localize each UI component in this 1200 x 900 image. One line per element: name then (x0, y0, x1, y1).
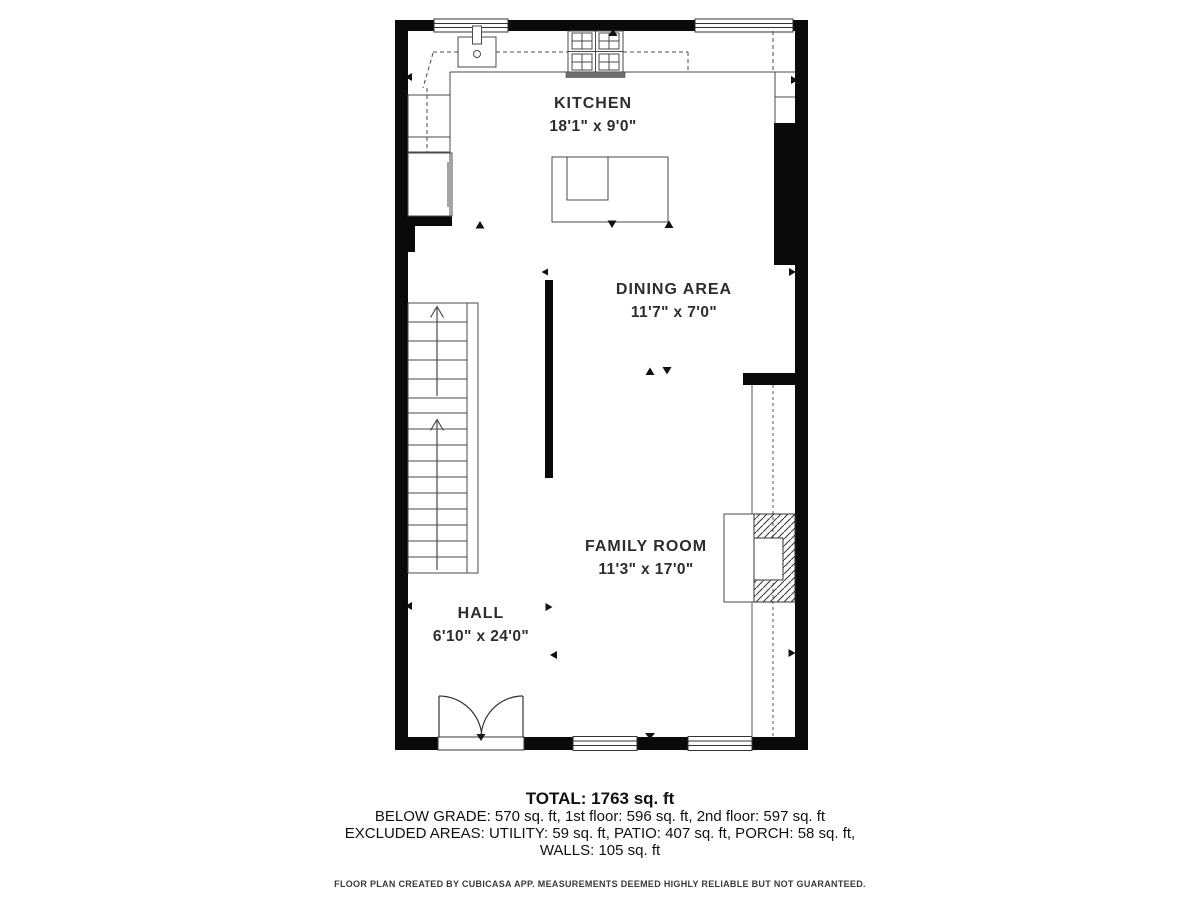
direction-marker (546, 603, 553, 611)
wall-top-mid (508, 20, 695, 31)
disclaimer-text: FLOOR PLAN CREATED BY CUBICASA APP. MEASUREMENTS DEEMED HIGHLY RELIABLE BUT NOT GUARANTEED. (334, 879, 866, 889)
room-label-dining-area (616, 278, 732, 324)
stair-stringer (467, 303, 478, 573)
total-area: TOTAL: 1763 sq. ft (525, 789, 675, 808)
room-label-hall (433, 602, 529, 648)
wall-right-stub (743, 373, 808, 385)
fireplace (724, 514, 795, 602)
area-summary (0, 789, 1200, 859)
window-bottom-center (573, 737, 637, 751)
wall-center-partial (545, 280, 553, 478)
stair-up-arrow (431, 420, 444, 571)
wall-left-stub (395, 216, 452, 226)
direction-marker (789, 649, 796, 657)
wall-right-block (774, 123, 808, 265)
room-dimensions: 18'1" x 9'0" (549, 118, 637, 135)
direction-marker (476, 221, 485, 229)
direction-marker (550, 651, 557, 659)
wall-bottom-3 (637, 737, 688, 750)
direction-marker (646, 368, 655, 376)
wall-bottom-2 (524, 737, 573, 750)
window-top-left (434, 19, 508, 32)
room-label-family-room (585, 535, 707, 581)
wall-bottom-4 (752, 737, 808, 750)
window-bottom-right (688, 737, 752, 751)
window-top-right (695, 19, 793, 32)
excluded-areas: EXCLUDED AREAS: UTILITY: 59 sq. ft, PATIO: 407 sq. ft, PORCH: 58 sq. ft, (344, 825, 856, 842)
stove (566, 31, 625, 78)
wall-left (395, 20, 408, 750)
wall-bottom-1 (395, 737, 438, 750)
room-name: HALL (457, 605, 505, 622)
floor-areas: BELOW GRADE: 570 sq. ft, 1st floor: 596 sq. ft, 2nd floor: 597 sq. ft (374, 808, 826, 825)
sink-faucet (473, 26, 482, 44)
room-dimensions: 11'7" x 7'0" (630, 304, 718, 321)
direction-marker (542, 269, 549, 276)
room-dimensions: 11'3" x 17'0" (598, 561, 694, 578)
double-door (438, 696, 524, 750)
wall-left-thick (395, 226, 415, 252)
room-dimensions: 6'10" x 24'0" (432, 628, 530, 645)
room-name: FAMILY ROOM (584, 538, 708, 555)
stair-up-arrow (431, 307, 444, 397)
kitchen-island (552, 157, 668, 222)
direction-marker (608, 221, 617, 229)
direction-marker (789, 268, 796, 276)
room-label-kitchen (549, 92, 636, 138)
fireplace-hearth (724, 514, 754, 602)
direction-marker (663, 367, 672, 375)
room-name: KITCHEN (553, 95, 633, 112)
staircase (408, 303, 478, 573)
room-name: DINING AREA (615, 281, 733, 298)
stove-front (566, 72, 625, 78)
door-swing-left (439, 696, 482, 739)
wall-right-lower (795, 265, 808, 750)
door-swing-right (481, 696, 523, 738)
fireplace-firebox (754, 538, 783, 580)
wall-areas: WALLS: 105 sq. ft (539, 842, 661, 859)
wall-right-upper (795, 20, 808, 123)
